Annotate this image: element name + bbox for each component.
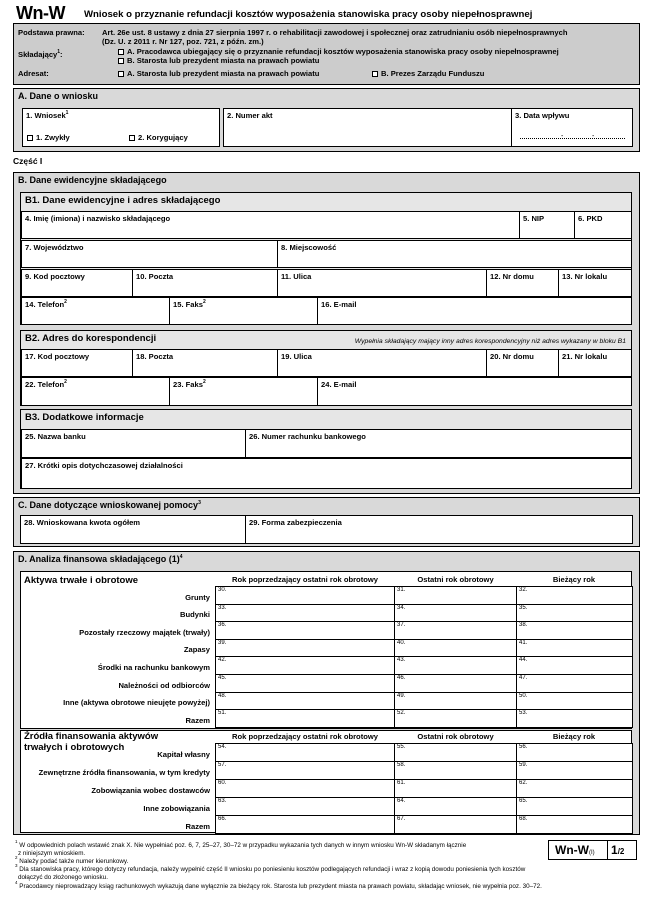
assets-cell[interactable] (516, 586, 633, 605)
cell-number: 65. (519, 798, 528, 804)
cell-number: 62. (519, 780, 528, 786)
assets-cell[interactable] (215, 656, 396, 675)
cell-number: 64. (397, 798, 406, 804)
form-title: Wniosek o przyznanie refundacji kosztów wyposażenia stanowiska pracy osoby niepełnosprawnej (84, 9, 533, 20)
footnote-1-cont: z niniejszym wnioskiem. (18, 850, 86, 857)
field-7-voivodeship[interactable] (21, 240, 278, 268)
cell-number: 33. (218, 604, 227, 611)
assets-cell[interactable] (394, 674, 518, 693)
field-14-label: 14. Telefon$^2$ (25, 299, 67, 309)
cell-number: 50. (519, 692, 528, 699)
field-26-label: 26. Numer rachunku bankowego (249, 432, 366, 441)
cell-number: 59. (519, 762, 528, 768)
field-18-label: 18. Poczta (136, 352, 174, 361)
block-b1 (20, 192, 632, 325)
field-6-label: 6. PKD (578, 214, 603, 223)
assets-cell[interactable] (215, 674, 396, 693)
cell-number: 38. (519, 622, 528, 629)
assets-cell[interactable] (516, 674, 633, 693)
checkbox-icon[interactable] (372, 71, 378, 77)
date-line (520, 138, 625, 139)
cell-number: 67. (397, 816, 406, 822)
cell-number: 68. (519, 816, 528, 822)
addressee-option-b[interactable]: B. Prezes Zarządu Funduszu (372, 69, 484, 78)
block-b2-note: Wypełnia składający mający inny adres korespondencyjny niż adres wykazany w bloku B1 (354, 338, 626, 345)
cell-number: 58. (397, 762, 406, 768)
cell-number: 66. (218, 816, 227, 822)
field-20-house-number[interactable] (486, 349, 559, 377)
cell-number: 53. (519, 710, 528, 717)
option-normal[interactable]: 1. Zwykły (27, 133, 70, 142)
assets-cell[interactable] (215, 709, 396, 728)
checkbox-icon[interactable] (129, 135, 135, 141)
field-8-city[interactable] (277, 240, 632, 268)
cell-number: 41. (519, 639, 528, 646)
cell-number: 57. (218, 762, 227, 768)
cell-number: 63. (218, 798, 227, 804)
cell-number: 55. (397, 744, 406, 750)
assets-cell[interactable] (516, 604, 633, 623)
field-27-label: 27. Krótki opis dotychczasowej działalności (25, 461, 183, 470)
footnote-3: $^3$ Dla stanowiska pracy, którego dotyczy refundacja, należy wypełnić część II wniosku po poniesieniu kosztów podlegających refundacji i wraz z kopią dowodu poniesienia tych kosztów (15, 863, 526, 873)
cell-number: 48. (218, 692, 227, 699)
assets-cell[interactable] (516, 639, 633, 658)
field-10-label: 10. Poczta (136, 272, 174, 281)
assets-cell[interactable] (215, 692, 396, 711)
field-12-house-number[interactable] (486, 269, 559, 297)
block-b2 (20, 330, 632, 406)
funding-cell[interactable] (394, 797, 518, 816)
assets-cell[interactable] (215, 586, 396, 605)
footnote-4: $^4$ Pracodawcy nieprowadzący ksiąg rachunkowych wykazują dane wyłącznie za bieżący rok. Starosta lub prezydent miasta na prawach powiatu, składając wniosek, nie wypełnia poz. 30–72. (15, 880, 542, 890)
funding-row-label: Inne zobowiązania (143, 804, 210, 813)
funding-cell[interactable] (215, 779, 396, 798)
assets-cell[interactable] (516, 709, 633, 728)
cell-number: 49. (397, 692, 406, 699)
field-21-label: 21. Nr lokalu (562, 352, 608, 361)
field-1-request-type (22, 108, 220, 147)
field-21-apartment[interactable] (558, 349, 632, 377)
checkbox-icon[interactable] (118, 58, 124, 64)
assets-cell[interactable] (394, 604, 518, 623)
field-17-label: 17. Kod pocztowy (25, 352, 90, 361)
cell-number: 56. (519, 744, 528, 750)
field-12-label: 12. Nr domu (490, 272, 534, 281)
assets-row-label: Budynki (180, 610, 210, 620)
assets-row-label: Pozostały rzeczowy majątek (trwały) (79, 627, 210, 637)
funding-cell[interactable] (215, 761, 396, 780)
assets-cell[interactable] (516, 621, 633, 640)
field-20-label: 20. Nr domu (490, 352, 534, 361)
field-29-label: 29. Forma zabezpieczenia (249, 518, 342, 527)
part-label: Część I (13, 156, 43, 166)
assets-row-label: Grunty (185, 592, 210, 602)
field-1-label: 1. Wniosek$^1$ (26, 110, 69, 120)
field-2-case-number[interactable] (223, 108, 513, 147)
checkbox-icon[interactable] (118, 49, 124, 55)
funding-cell[interactable] (516, 797, 633, 816)
cell-number: 61. (397, 780, 406, 786)
field-22-label: 22. Telefon$^2$ (25, 379, 67, 389)
field-7-label: 7. Województwo (25, 243, 84, 252)
field-16-label: 16. E-mail (321, 300, 357, 309)
field-29-collateral[interactable] (245, 515, 633, 544)
funding-cell[interactable] (394, 779, 518, 798)
assets-table-title: Aktywa trwałe i obrotowe (24, 575, 139, 586)
field-13-label: 13. Nr lokalu (562, 272, 608, 281)
block-b3-title: B3. Dodatkowe informacje (25, 412, 144, 423)
cell-number: 54. (218, 744, 227, 750)
funding-column-header: Rok poprzedzający ostatni rok obrotowy (232, 732, 378, 741)
cell-number: 40. (397, 639, 406, 646)
assets-cell[interactable] (516, 692, 633, 711)
assets-cell[interactable] (394, 709, 518, 728)
block-b3 (20, 409, 632, 489)
legal-basis-text: Art. 26e ust. 8 ustawy z dnia 27 sierpnia 1997 r. o rehabilitacji zawodowej i społecznej oraz zatrudnianiu osób niepełnosprawnych (102, 28, 568, 37)
funding-cell[interactable] (394, 761, 518, 780)
cell-number: 30. (218, 587, 227, 593)
field-9-label: 9. Kod pocztowy (25, 272, 85, 281)
funding-cell[interactable] (516, 743, 633, 762)
date-separator: - (561, 133, 564, 140)
field-10-post-office[interactable] (132, 269, 278, 297)
cell-number: 47. (519, 675, 528, 681)
date-separator: - (592, 133, 595, 140)
funding-cell[interactable] (394, 743, 518, 762)
checkbox-icon[interactable] (27, 135, 33, 141)
section-d (13, 551, 640, 835)
field-11-label: 11. Ulica (281, 272, 312, 281)
funding-cell[interactable] (516, 779, 633, 798)
assets-cell[interactable] (394, 586, 518, 605)
cell-number: 43. (397, 657, 406, 664)
footnote-2: $^2$ Należy podać także numer kierunkowy. (15, 855, 129, 865)
assets-cell[interactable] (394, 639, 518, 658)
assets-cell[interactable] (215, 639, 396, 658)
field-22-phone[interactable] (21, 377, 170, 406)
field-24-email[interactable] (317, 377, 632, 406)
page-number: 1/2 (611, 843, 625, 857)
assets-cell[interactable] (394, 656, 518, 675)
assets-cell[interactable] (516, 656, 633, 675)
field-25-label: 25. Nazwa banku (25, 432, 86, 441)
submitter-option-b[interactable]: B. Starosta lub prezydent miasta na prawach powiatu (118, 56, 319, 65)
cell-number: 46. (397, 675, 406, 681)
cell-number: 39. (218, 639, 227, 646)
block-b1-title: B1. Dane ewidencyjne i adres składającego (25, 195, 221, 206)
assets-row-label: Inne (aktywa obrotowe nieujęte powyżej) (63, 698, 210, 708)
funding-table (20, 730, 632, 833)
funding-row-label: Zewnętrzne źródła finansowania, w tym kredyty (38, 768, 210, 777)
cell-number: 32. (519, 587, 528, 593)
field-3-label: 3. Data wpływu (515, 111, 570, 120)
assets-cell[interactable] (394, 692, 518, 711)
field-5-nip[interactable] (519, 211, 575, 239)
cell-number: 44. (519, 657, 528, 664)
field-8-label: 8. Miejscowość (281, 243, 337, 252)
field-25-bank-name[interactable] (21, 429, 246, 458)
field-13-apartment[interactable] (558, 269, 632, 297)
field-15-fax[interactable] (169, 297, 318, 325)
footnote-3-cont: dołączyć do złożonego wniosku. (18, 874, 108, 881)
funding-row-label: Zobowiązania wobec dostawców (91, 786, 210, 795)
field-11-street[interactable] (277, 269, 487, 297)
section-b-title: B. Dane ewidencyjne składającego (18, 175, 167, 185)
field-6-pkd[interactable] (574, 211, 632, 239)
submitter-label: Składający$^1$: (18, 49, 63, 59)
field-14-phone[interactable] (21, 297, 170, 325)
form-code: Wn-W (16, 3, 65, 23)
field-24-label: 24. E-mail (321, 380, 357, 389)
cell-number: 42. (218, 657, 227, 664)
legal-basis-label: Podstawa prawna: (18, 28, 85, 37)
cell-number: 31. (397, 587, 406, 593)
field-3-receipt-date[interactable] (511, 108, 633, 147)
field-26-account-number[interactable] (245, 429, 632, 458)
assets-column-header: Rok poprzedzający ostatni rok obrotowy (232, 575, 378, 584)
field-23-fax[interactable] (169, 377, 318, 406)
assets-cell[interactable] (215, 621, 396, 640)
section-c (13, 497, 640, 547)
field-19-label: 19. Ulica (281, 352, 312, 361)
field-16-email[interactable] (317, 297, 632, 325)
checkbox-icon[interactable] (118, 71, 124, 77)
assets-row-label: Razem (185, 715, 210, 725)
section-a-title: A. Dane o wniosku (18, 91, 99, 101)
cell-number: 37. (397, 622, 406, 629)
field-18-post-office[interactable] (132, 349, 278, 377)
field-5-label: 5. NIP (523, 214, 545, 223)
funding-cell[interactable] (516, 761, 633, 780)
assets-column-header: Ostatni rok obrotowy (417, 575, 494, 584)
assets-cell[interactable] (215, 604, 396, 623)
cell-number: 34. (397, 604, 406, 611)
section-c-title: C. Dane dotyczące wnioskowanej pomocy$^3$ (18, 500, 201, 510)
field-2-label: 2. Numer akt (227, 111, 273, 120)
section-d-title: D. Analiza finansowa składającego $(1)^4$ (18, 554, 183, 564)
field-19-street[interactable] (277, 349, 487, 377)
assets-cell[interactable] (394, 621, 518, 640)
cell-number: 60. (218, 780, 227, 786)
funding-cell[interactable] (215, 815, 396, 834)
cell-number: 52. (397, 710, 406, 717)
field-23-label: 23. Faks$^2$ (173, 379, 206, 389)
section-a (13, 88, 640, 152)
cell-number: 45. (218, 675, 227, 681)
funding-cell[interactable] (516, 815, 633, 834)
submitter-option-a[interactable]: A. Pracodawca ubiegający się o przyznanie refundacji kosztów wyposażenia stanowiska pracy osoby niepełnosprawnej (118, 47, 559, 56)
funding-column-header: Bieżący rok (552, 732, 596, 741)
funding-table-title: Źródła finansowania aktywów trwałych i obrotowych (24, 731, 159, 753)
field-28-label: 28. Wnioskowana kwota ogółem (24, 518, 141, 527)
funding-column-header: Ostatni rok obrotowy (417, 732, 494, 741)
header-box (13, 23, 640, 85)
field-4-name[interactable] (21, 211, 520, 239)
cell-number: 36. (218, 622, 227, 629)
assets-column-header: Bieżący rok (552, 575, 596, 584)
addressee-label: Adresat: (18, 69, 49, 78)
field-17-postal-code[interactable] (21, 349, 133, 377)
page-box-divider (607, 841, 608, 859)
funding-row-label: Kapitał własny (157, 750, 210, 759)
field-28-requested-amount[interactable] (20, 515, 246, 544)
assets-row-label: Należności od odbiorców (118, 680, 210, 690)
field-9-postal-code[interactable] (21, 269, 133, 297)
funding-cell[interactable] (215, 743, 396, 762)
assets-table (20, 571, 632, 729)
cell-number: 35. (519, 604, 528, 611)
cell-number: 51. (218, 710, 227, 717)
addressee-option-a[interactable]: A. Starosta lub prezydent miasta na prawach powiatu (118, 69, 319, 78)
funding-row-label: Razem (185, 822, 210, 831)
section-b (13, 172, 640, 494)
assets-row-label: Środki na rachunku bankowym (97, 663, 210, 672)
field-27-activity-description[interactable] (21, 458, 632, 489)
legal-basis-text-2: (Dz. U. z 2011 r. Nr 127, poz. 721, z późn. zm.) (102, 37, 264, 46)
page-box (548, 840, 637, 860)
footnote-1: $^1$ W odpowiednich polach wstawić znak X. Nie wypełniać poz. 6, 7, 25–27, 30–72 w przypadku wykazania tych danych w innym wniosku Wn-W składanym łącznie (15, 839, 467, 849)
field-15-label: 15. Faks$^2$ (173, 299, 206, 309)
funding-cell[interactable] (394, 815, 518, 834)
page-box-code: Wn-W(I) (555, 843, 595, 857)
funding-cell[interactable] (215, 797, 396, 816)
block-b2-title: B2. Adres do korespondencji (25, 333, 157, 344)
option-correcting[interactable]: 2. Korygujący (129, 133, 188, 142)
assets-row-label: Zapasy (183, 645, 210, 655)
field-4-label: 4. Imię (imiona) i nazwisko składającego (25, 214, 171, 223)
